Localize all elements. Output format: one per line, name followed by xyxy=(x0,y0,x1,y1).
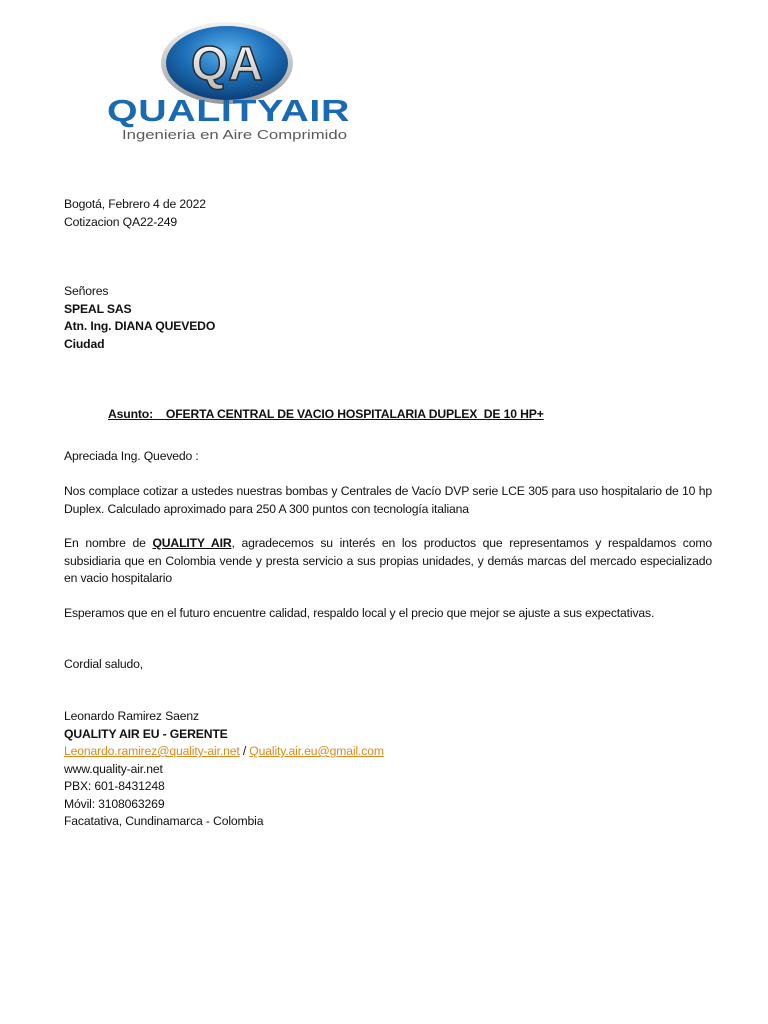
closing-block xyxy=(64,656,712,674)
paragraph-representation xyxy=(64,535,712,588)
recipient-attention: Atn. Ing. DIANA QUEVEDO xyxy=(64,319,216,333)
paragraph-offer-text: Nos complace cotizar a ustedes nuestras bombas y Centrales de Vacío DVP serie LCE 305 para uso hospitalario de 10 hp Duplex. Calculado aproximado para 250 A 300 puntos con tecnología italiana xyxy=(64,484,712,516)
mobile-line: Móvil: 3108063269 xyxy=(64,796,165,811)
logo-graphic xyxy=(105,18,355,148)
recipient-salutation: Señores xyxy=(64,284,109,298)
letter-header xyxy=(64,196,712,231)
paragraph-offer xyxy=(64,483,712,518)
logo-tagline: Ingenieria en Aire Comprimido xyxy=(122,128,348,142)
subject-block xyxy=(108,406,756,424)
brand-name: QUALITY AIR xyxy=(152,536,232,550)
logo-brand-text: QUALITYAIR xyxy=(107,93,350,128)
email-separator: / xyxy=(239,744,250,758)
website-line: www.quality-air.net xyxy=(64,761,163,776)
greeting-block xyxy=(64,448,712,466)
paragraph-representation-intro: En nombre de xyxy=(64,536,153,550)
location-line: Facatativa, Cundinamarca - Colombia xyxy=(64,814,264,828)
signer-title: QUALITY AIR EU - GERENTE xyxy=(64,726,228,741)
logo-badge-text: QA xyxy=(191,38,263,91)
quote-number: Cotizacion QA22-249 xyxy=(64,214,177,229)
email-link-secondary[interactable]: Quality.air.eu@gmail.com xyxy=(249,744,384,758)
paragraph-expectations-text: Esperamos que en el futuro encuentre calidad, respaldo local y el precio que mejor se ajuste a sus expectativas. xyxy=(64,606,655,620)
closing-line: Cordial saludo, xyxy=(64,657,144,671)
recipient-company: SPEAL SAS xyxy=(64,301,132,316)
email-line xyxy=(64,743,712,761)
recipient-block xyxy=(64,283,712,353)
recipient-city: Ciudad xyxy=(64,336,105,351)
signature-block xyxy=(64,708,712,831)
pbx-line: PBX: 601-8431248 xyxy=(64,779,165,793)
paragraph-representation-text: , agradecemos su interés en los productos que representamos y respaldamos como subsidiaria que en Colombia vende y presta servicio a sus propias unidades, y demás marcas del mercado especializado en vacio hospitalario xyxy=(64,536,712,585)
greeting-line: Apreciada Ing. Quevedo : xyxy=(64,449,199,463)
signer-name: Leonardo Ramirez Saenz xyxy=(64,709,199,723)
qualityair-logo xyxy=(105,18,355,148)
subject-line: Asunto: OFERTA CENTRAL DE VACIO HOSPITALARIA DUPLEX DE 10 HP+ xyxy=(108,407,544,421)
paragraph-expectations xyxy=(64,605,712,623)
date-line: Bogotá, Febrero 4 de 2022 xyxy=(64,197,206,211)
email-link-primary[interactable]: Leonardo.ramirez@quality-air.net xyxy=(64,744,240,758)
